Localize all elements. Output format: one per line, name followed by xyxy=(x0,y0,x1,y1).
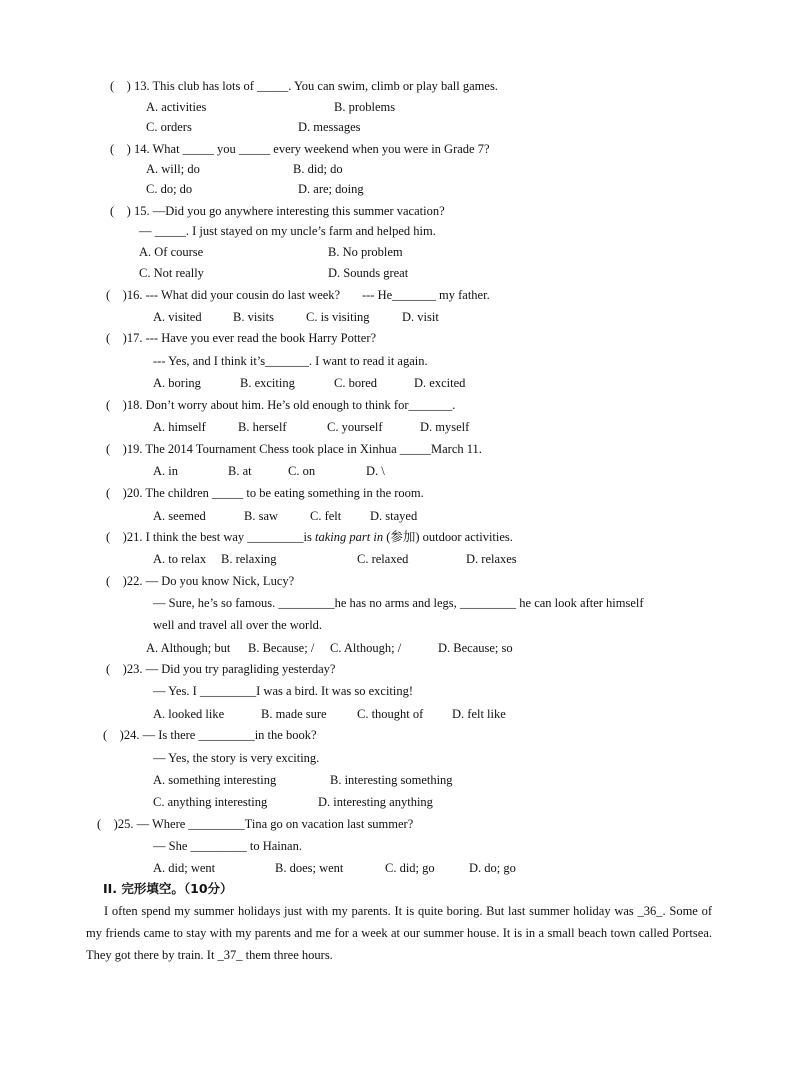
option-a: A. to relax xyxy=(153,552,207,566)
option-b: B. Because; / xyxy=(248,641,315,655)
option-a: A. Of course xyxy=(139,245,204,259)
option-c: C. Not really xyxy=(139,266,204,280)
option-c: C. orders xyxy=(146,120,192,134)
option-b: B. relaxing xyxy=(221,552,277,566)
passage-paragraph: I often spend my summer holidays just with my parents. It is quite boring. But last summer holiday was _36_. Some of my friends came to stay with my parents and me for a week at our summer house. It is in a small beach town called Portsea. They got there by train. It _37_ them three hours. xyxy=(86,904,712,962)
question-16: ( )16. --- What did your cousin do last week? --- He_______ my father. xyxy=(106,288,490,302)
option-c: C. thought of xyxy=(357,707,424,721)
question-21 xyxy=(106,529,513,545)
option-c: C. relaxed xyxy=(357,552,409,566)
option-d: D. stayed xyxy=(370,509,418,523)
option-c: C. anything interesting xyxy=(153,795,268,809)
option-b: B. interesting something xyxy=(330,773,453,787)
option-c: C. yourself xyxy=(327,420,383,434)
option-d: D. interesting anything xyxy=(318,795,433,809)
option-b: B. made sure xyxy=(261,707,327,721)
option-d: D. Sounds great xyxy=(328,266,409,280)
option-c: C. did; go xyxy=(385,861,435,875)
reply-line-continued: well and travel all over the world. xyxy=(153,618,323,632)
question-14: ( ) 14. What _____ you _____ every weekend when you were in Grade 7? xyxy=(110,142,490,156)
option-a: A. himself xyxy=(153,420,206,434)
question-13: ( ) 13. This club has lots of _____. You can swim, climb or play ball games. xyxy=(110,79,498,93)
option-c: C. Although; / xyxy=(330,641,402,655)
question-19: ( )19. The 2014 Tournament Chess took place in Xinhua _____March 11. xyxy=(106,442,482,456)
reply-line: — Yes, the story is very exciting. xyxy=(153,751,320,765)
option-c: C. is visiting xyxy=(306,310,370,324)
option-d: D. relaxes xyxy=(466,552,517,566)
question-25: ( )25. — Where _________Tina go on vacation last summer? xyxy=(97,817,414,831)
option-d: D. felt like xyxy=(452,707,506,721)
option-b: B. exciting xyxy=(240,376,295,390)
option-b: B. visits xyxy=(233,310,274,324)
question-24: ( )24. — Is there _________in the book? xyxy=(103,728,317,742)
option-b: B. did; do xyxy=(293,162,343,176)
stem-italic-phrase: taking part in xyxy=(315,530,384,544)
stem-text-end: (参加) outdoor activities. xyxy=(383,530,513,544)
question-15: ( ) 15. —Did you go anywhere interesting this summer vacation? xyxy=(110,204,445,218)
option-c: C. felt xyxy=(310,509,342,523)
option-a: A. activities xyxy=(146,100,207,114)
option-a: A. something interesting xyxy=(153,773,277,787)
option-a: A. will; do xyxy=(146,162,200,176)
reply-line: — Sure, he’s so famous. _________he has no arms and legs, _________ he can look after himself xyxy=(153,596,644,610)
option-a: A. boring xyxy=(153,376,201,390)
option-c: C. on xyxy=(288,464,316,478)
option-a: A. looked like xyxy=(153,707,225,721)
passage xyxy=(86,900,712,966)
option-a: A. visited xyxy=(153,310,202,324)
option-b: B. saw xyxy=(244,509,279,523)
option-d: D. visit xyxy=(402,310,439,324)
option-b: B. No problem xyxy=(328,245,403,259)
option-b: B. problems xyxy=(334,100,396,114)
option-c: C. do; do xyxy=(146,182,193,196)
question-22: ( )22. — Do you know Nick, Lucy? xyxy=(106,574,295,588)
question-23: ( )23. — Did you try paragliding yesterday? xyxy=(106,662,336,676)
option-d: D. Because; so xyxy=(438,641,513,655)
option-a: A. did; went xyxy=(153,861,216,875)
section-heading: II. 完形填空。（10分） xyxy=(103,881,233,896)
reply-line: — Yes. I _________I was a bird. It was so exciting! xyxy=(153,684,414,698)
reply-line: — She _________ to Hainan. xyxy=(153,839,302,853)
question-20: ( )20. The children _____ to be eating something in the room. xyxy=(106,486,424,500)
option-b: B. at xyxy=(228,464,252,478)
option-b: B. does; went xyxy=(275,861,344,875)
reply-line: --- Yes, and I think it’s_______. I want to read it again. xyxy=(153,354,428,368)
option-b: B. herself xyxy=(238,420,287,434)
option-d: D. are; doing xyxy=(298,182,364,196)
option-a: A. Although; but xyxy=(146,641,231,655)
reply-line: — _____. I just stayed on my uncle’s farm and helped him. xyxy=(139,224,436,238)
option-d: D. excited xyxy=(414,376,466,390)
question-17: ( )17. --- Have you ever read the book Harry Potter? xyxy=(106,331,377,345)
option-d: D. messages xyxy=(298,120,361,134)
stem-text: ( )21. I think the best way _________is xyxy=(106,530,316,544)
option-d: D. do; go xyxy=(469,861,516,875)
option-a: A. seemed xyxy=(153,509,206,523)
question-18: ( )18. Don’t worry about him. He’s old enough to think for_______. xyxy=(106,398,456,412)
option-a: A. in xyxy=(153,464,178,478)
option-d: D. \ xyxy=(366,464,385,478)
option-c: C. bored xyxy=(334,376,378,390)
option-d: D. myself xyxy=(420,420,470,434)
